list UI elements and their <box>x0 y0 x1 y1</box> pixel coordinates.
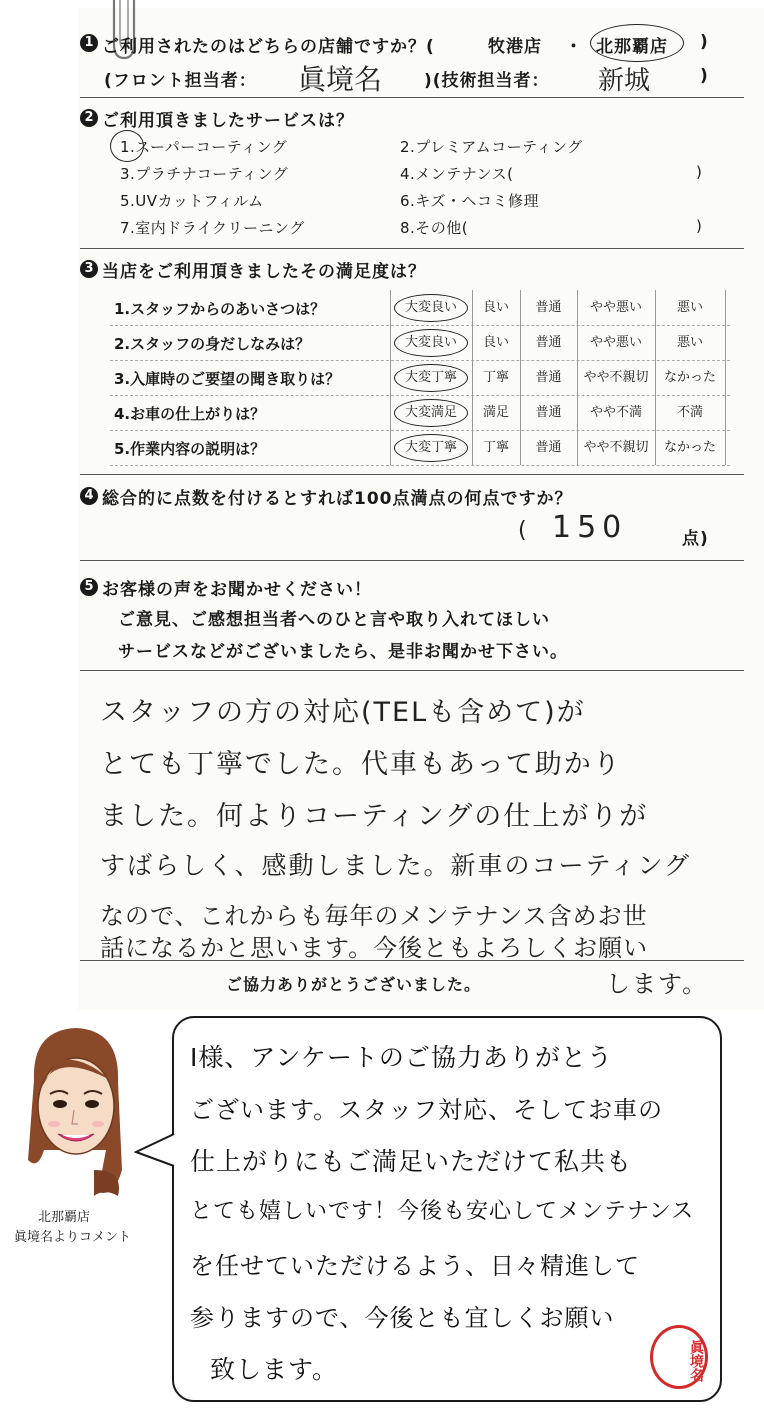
reply-line-2: ございます。スタッフ対応、そしてお車の <box>190 1096 664 1124</box>
column-separator <box>577 290 578 465</box>
tech-staff-label: )(技術担当者： <box>424 71 550 91</box>
satisfaction-question-3: 3.入庫時のご要望の聞き取りは？ <box>114 370 341 388</box>
staff-caption: 眞境名よりコメント <box>14 1230 132 1245</box>
satisfaction-option-4-3: 普通 <box>535 405 562 420</box>
question-1-close: ) <box>700 32 709 52</box>
question-number-4: 4 <box>80 487 98 505</box>
satisfaction-option-3-1: 大変丁寧 <box>404 370 457 385</box>
column-separator <box>725 290 726 465</box>
satisfaction-option-5-3: 普通 <box>535 440 562 455</box>
satisfaction-option-4-5: 不満 <box>676 405 703 420</box>
question-number-3: 3 <box>80 260 98 278</box>
service-option-4: 4.メンテナンス( <box>400 165 514 183</box>
service-option-2: 2.プレミアムコーティング <box>400 138 583 156</box>
front-staff-value: 眞境名 <box>298 63 383 96</box>
reply-line-1: I様、アンケートのご協力ありがとう <box>190 1043 613 1072</box>
satisfaction-question-2: 2.スタッフの身だしなみは？ <box>114 335 311 353</box>
row-separator <box>110 465 730 466</box>
selected-service-circle <box>110 130 144 162</box>
satisfaction-option-2-2: 良い <box>482 335 509 350</box>
service-option-6: 6.キズ・ヘコミ修理 <box>400 192 540 210</box>
tech-staff-value: 新城 <box>598 66 651 96</box>
satisfaction-option-2-4: やや悪い <box>589 335 642 350</box>
service-option-8-close: ) <box>696 217 702 235</box>
service-option-8: 8.その他( <box>400 219 469 237</box>
thanks-text: ご協力ありがとうございました。 <box>226 975 482 994</box>
divider <box>80 670 744 671</box>
satisfaction-option-3-2: 丁寧 <box>482 370 509 385</box>
satisfaction-option-4-4: やや不満 <box>589 405 642 420</box>
question-number-5: 5 <box>80 578 98 596</box>
satisfaction-option-5-1: 大変丁寧 <box>404 440 457 455</box>
satisfaction-option-1-1: 大変良い <box>404 300 457 315</box>
question-5-sub-1: ご意見、ご感想担当者へのひと言や取り入れてほしい <box>118 610 550 630</box>
satisfaction-option-2-5: 悪い <box>676 335 703 350</box>
reply-line-3: 仕上がりにもご満足いただけて私共も <box>190 1147 633 1176</box>
customer-comment-line-4: すばらしく、感動しました。新車のコーティング <box>100 851 692 880</box>
store-option-makiminato: 牧港店 <box>488 37 542 57</box>
satisfaction-option-3-5: なかった <box>663 370 716 385</box>
satisfaction-option-5-5: なかった <box>663 440 716 455</box>
column-separator <box>655 290 656 465</box>
customer-comment-tail: します。 <box>606 970 709 998</box>
staff-avatar-icon <box>14 1020 136 1200</box>
selected-store-circle <box>590 24 684 62</box>
satisfaction-option-2-1: 大変良い <box>404 335 457 350</box>
question-5-text: お客様の声をお聞かせください！ <box>102 580 372 600</box>
divider <box>80 248 744 249</box>
front-staff-label: (フロント担当者： <box>104 71 257 91</box>
customer-comment-line-6: 話になるかと思います。今後ともよろしくお願い <box>100 934 649 962</box>
staff-store: 北那覇店 <box>38 1210 91 1225</box>
selected-rating-circle <box>394 434 468 462</box>
divider <box>80 97 744 98</box>
reply-line-7: 致します。 <box>210 1355 339 1384</box>
reply-line-4: とても嬉しいです！今後も安心してメンテナンス <box>190 1199 695 1224</box>
satisfaction-option-4-1: 大変満足 <box>404 405 457 420</box>
score-open: ( <box>518 518 527 543</box>
question-3-text: 当店をご利用頂きましたその満足度は？ <box>102 262 426 282</box>
name-stamp: 眞境名 <box>650 1325 708 1389</box>
service-option-5: 5.UVカットフィルム <box>120 192 264 210</box>
question-number-2: 2 <box>80 109 98 127</box>
reply-line-6: 参りますので、今後とも宜しくお願い <box>190 1304 615 1332</box>
satisfaction-option-1-4: やや悪い <box>589 300 642 315</box>
question-1-text: ご利用されたのはどちらの店舗ですか？( <box>102 37 435 57</box>
store-option-separator: ・ <box>565 37 583 57</box>
satisfaction-option-1-5: 悪い <box>676 300 703 315</box>
column-separator <box>472 290 473 465</box>
divider <box>80 960 744 961</box>
question-4-text: 総合的に点数を付けるとすれば100点満点の何点ですか？ <box>102 489 573 509</box>
selected-rating-circle <box>394 364 468 392</box>
divider <box>80 474 744 475</box>
satisfaction-option-2-3: 普通 <box>535 335 562 350</box>
question-2-text: ご利用頂きましたサービスは？ <box>102 111 354 131</box>
satisfaction-option-3-3: 普通 <box>535 370 562 385</box>
satisfaction-question-5: 5.作業内容の説明は？ <box>114 440 266 458</box>
satisfaction-option-5-2: 丁寧 <box>482 440 509 455</box>
satisfaction-question-1: 1.スタッフからのあいさつは？ <box>114 300 326 318</box>
divider <box>80 560 744 561</box>
selected-rating-circle <box>394 329 468 357</box>
satisfaction-option-1-2: 良い <box>482 300 509 315</box>
selected-rating-circle <box>394 399 468 427</box>
service-option-7: 7.室内ドライクリーニング <box>120 219 305 237</box>
bubble-tail <box>134 1130 176 1170</box>
store-option-kitanaha: 北那覇店 <box>596 37 668 57</box>
tech-staff-close: ) <box>700 66 709 86</box>
question-number-1: 1 <box>80 34 98 52</box>
satisfaction-option-4-2: 満足 <box>482 405 509 420</box>
question-5-sub-2: サービスなどがございましたら、是非お聞かせ下さい。 <box>118 642 568 662</box>
customer-comment-line-3: ました。何よりコーティングの仕上がりが <box>100 801 649 832</box>
score-value: 150 <box>552 510 628 545</box>
column-separator <box>520 290 521 465</box>
satisfaction-option-1-3: 普通 <box>535 300 562 315</box>
customer-comment-line-1: スタッフの方の対応(TELも含めて)が <box>100 697 586 728</box>
reply-line-5: を任せていただけるよう、日々精進して <box>190 1252 640 1280</box>
column-separator <box>390 290 391 465</box>
service-option-1: 1.スーパーコーティング <box>120 138 288 156</box>
customer-comment-line-5: なので、これからも毎年のメンテナンス含めお世 <box>100 902 648 930</box>
service-option-3: 3.プラチナコーティング <box>120 165 289 183</box>
satisfaction-question-4: 4.お車の仕上がりは？ <box>114 405 266 423</box>
selected-rating-circle <box>394 294 468 322</box>
satisfaction-option-3-4: やや不親切 <box>583 370 649 385</box>
score-unit: 点) <box>682 529 709 549</box>
service-option-4-close: ) <box>696 163 702 181</box>
satisfaction-option-5-4: やや不親切 <box>583 440 649 455</box>
customer-comment-line-2: とても丁寧でした。代車もあって助かり <box>100 749 622 780</box>
